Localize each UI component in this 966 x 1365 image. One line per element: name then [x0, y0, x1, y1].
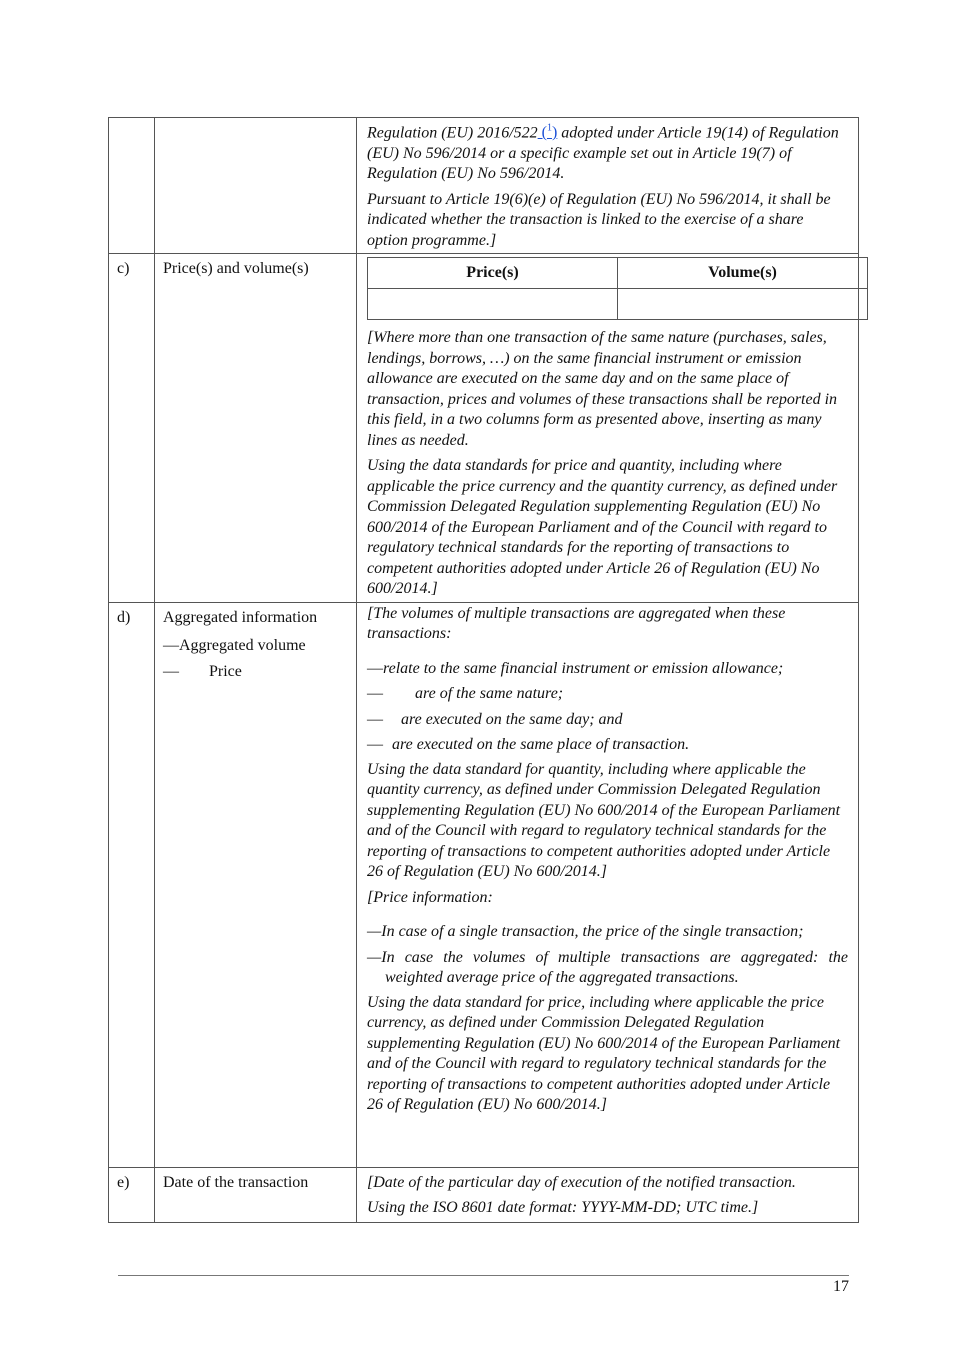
text: are executed on the same place of transaction.: [392, 736, 690, 754]
row-content-cell: [357, 602, 859, 1167]
dash: —: [367, 923, 382, 941]
row-label-cell: [155, 602, 357, 1167]
paragraph: Using the data standards for price and quantity, including where applicable the price currency and the quantity currency, as defined under Commission Delegated Regulation supplementing Regulation (EU) No 600/2014 of the European Parliament and of the Council with regard to regulatory technical standards for the reporting of transactions to competent authorities adopted under Article 26 of Regulation (EU) No 600/2014.]: [367, 457, 838, 598]
paragraph: [Date of the particular day of execution of the notified transaction.: [367, 1173, 796, 1191]
paragraph: [The volumes of multiple transactions are aggregated when these transactions:: [367, 604, 786, 643]
row-letter: d): [109, 602, 155, 1167]
row-letter-cell: [109, 118, 155, 254]
list-item: [367, 659, 848, 680]
row-label-cell: [155, 118, 357, 254]
price-header: Price(s): [368, 258, 618, 289]
text: Regulation (EU) 2016/522: [367, 124, 538, 142]
list-item: [367, 684, 848, 705]
row-label: Aggregated information: [163, 608, 318, 626]
text: In case the volumes of multiple transactions are aggregated: the weighted average price of the aggregated transactions.: [381, 948, 848, 987]
table-row: [109, 1167, 859, 1222]
dash: —: [367, 736, 383, 754]
dash: —: [367, 659, 383, 677]
paragraph: Using the data standard for quantity, including where applicable the quantity currency, as defined under Commission Delegated Regulation supplementing Regulation (EU) No 600/2014 of the European Parliament and of the Council with regard to regulatory technical standards for the reporting of transactions to competent authorities adopted under Article 26 of Regulation (EU) No 600/2014.]: [367, 760, 841, 881]
text: In case of a single transaction, the price of the single transaction;: [381, 923, 804, 941]
list-item: [367, 948, 848, 989]
row-letter: e): [109, 1167, 155, 1222]
paragraph: Using the ISO 8601 date format: YYYY-MM-DD; UTC time.]: [367, 1199, 759, 1217]
volume-cell: [618, 289, 868, 320]
price-volume-table: [367, 257, 868, 320]
dash: —: [367, 685, 383, 703]
row-label: Date of the transaction: [155, 1167, 357, 1222]
volume-header: Volume(s): [618, 258, 868, 289]
paragraph: Using the data standard for price, including where applicable the price currency, as defined under Commission Delegated Regulation supplementing Regulation (EU) No 600/2014 of the European Parliament and of the Council with regard to regulatory technical standards for the reporting of transactions to competent authorities adopted under Article 26 of Regulation (EU) No 600/2014.]: [367, 993, 841, 1114]
paragraph: [367, 119, 848, 185]
table-row: [109, 602, 859, 1167]
dash: —: [163, 662, 179, 680]
text: adopted under Article 19(14) of Regulation (EU) No 596/2014 or a specific example set out in Article 19(7) of Regulation (EU) No 596/2014.: [367, 124, 839, 183]
dash: —: [367, 710, 383, 728]
table-row: [368, 289, 868, 320]
sub-label-aggregated-volume: —Aggregated volume: [163, 636, 306, 654]
list-item: [367, 710, 848, 731]
footnote-link[interactable]: [538, 124, 558, 141]
list-item: [367, 922, 848, 943]
row-letter: c): [109, 254, 155, 603]
text: are executed on the same day; and: [401, 710, 623, 728]
row-content-cell: [357, 254, 859, 603]
footnote-number: 1: [546, 123, 552, 134]
text: Price: [209, 662, 242, 680]
dash: —: [367, 948, 382, 966]
footer-divider: [118, 1275, 849, 1276]
paragraph: [Where more than one transaction of the same nature (purchases, sales, lendings, borrows, …) on the same financial instrument or emission allowance are executed on the same day and on the same place of transaction, prices and volumes of these transactions shall be reported in this field, in a two columns form as presented above, inserting as many lines as needed.: [367, 329, 838, 449]
price-cell: [368, 289, 618, 320]
row-label: Price(s) and volume(s): [155, 254, 357, 603]
paragraph: [Price information:: [367, 888, 493, 906]
footnote-close: ): [551, 124, 558, 142]
row-content-cell: [357, 118, 859, 254]
sub-label-price: [163, 663, 356, 681]
list-item: [367, 735, 848, 756]
notification-table: [108, 117, 859, 1223]
table-row: [109, 118, 859, 254]
text: relate to the same financial instrument or emission allowance;: [383, 659, 784, 677]
row-content-cell: [357, 1167, 859, 1222]
paragraph: Pursuant to Article 19(6)(e) of Regulation (EU) No 596/2014, it shall be indicated whether the transaction is linked to the exercise of a share option programme.]: [367, 190, 831, 249]
page-number: 17: [833, 1278, 849, 1295]
table-row: [109, 254, 859, 603]
footnote-open: (: [537, 124, 547, 142]
text: are of the same nature;: [415, 685, 564, 703]
table-header-row: [368, 258, 868, 289]
